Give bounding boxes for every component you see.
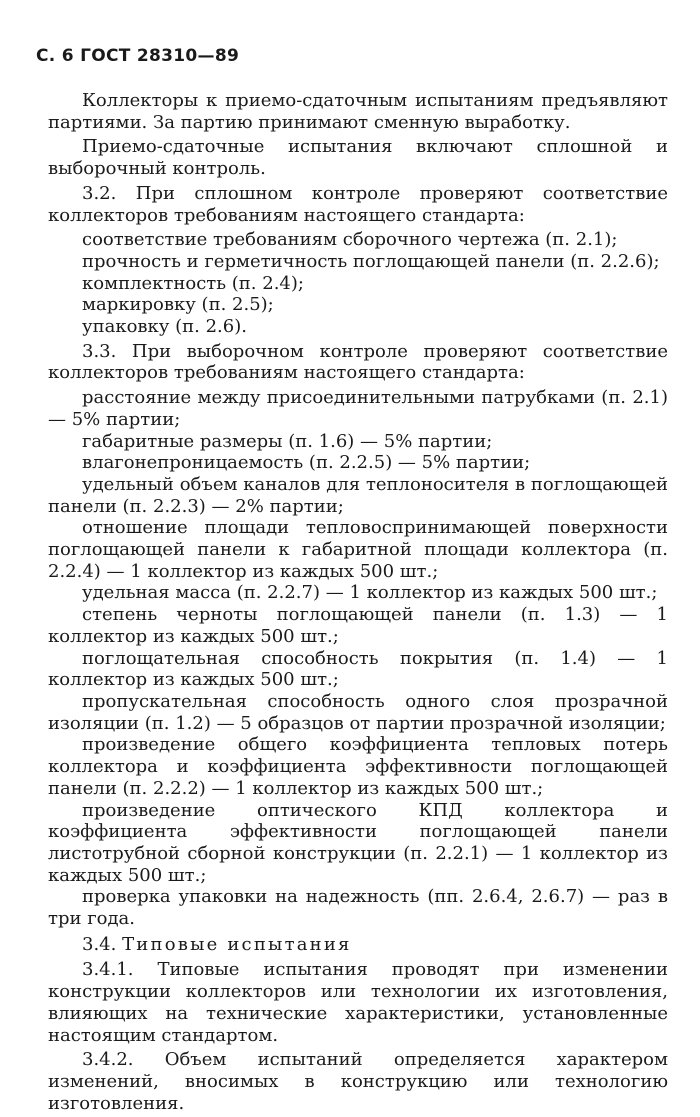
s33-item: пропускательная способность одного слоя прозрачной изоляции (п. 1.2) — 5 образцов от партии прозрачной изоляции;: [48, 690, 668, 734]
s33-item: удельная масса (п. 2.2.7) — 1 коллектор из каждых 500 шт.;: [82, 582, 658, 604]
s33-item: степень черноты поглощающей панели (п. 1.3) — 1 коллектор из каждых 500 шт.;: [48, 604, 668, 647]
section-3-4-2-text: 3.4.2. Объем испытаний определяется характером изменений, вносимых в конструкцию или технологию изготовления.: [48, 1049, 668, 1114]
page-header: С. 6 ГОСТ 28310—89: [36, 46, 240, 66]
s33-item: влагонепроницаемость (п. 2.2.5) — 5% партии;: [82, 452, 531, 474]
section-3-2-text: 3.2. При сплошном контроле проверяют соответствие коллекторов требованиям настоящего стандарта:: [48, 182, 668, 226]
s32-item: маркировку (п. 2.5);: [82, 294, 274, 316]
s33-item: проверка упаковки на надежность (пп. 2.6.4, 2.6.7) — раз в три года.: [48, 886, 668, 930]
intro-paragraph-1: Коллекторы к приемо-сдаточным испытаниям предъявляют партиями. За партию принимают сменную выработку.: [48, 90, 668, 133]
section-3-4-title: Типовые испытания: [122, 933, 352, 955]
s33-item: произведение общего коэффициента тепловых потерь коллектора и коэффициента эффективности поглощающей панели (п. 2.2.2) — 1 коллектор из каждых 500 шт.;: [48, 734, 668, 799]
s33-item: произведение оптического КПД коллектора и коэффициента эффективности поглощающей панели листотрубной сборной конструкции (п. 2.2.1) — 1 коллектор из каждых 500 шт.;: [48, 799, 668, 886]
s32-item: прочность и герметичность поглощающей панели (п. 2.2.6);: [82, 250, 660, 272]
section-3-3-text: 3.3. При выборочном контроле проверяют соответствие коллекторов требованиям настоящего стандарта:: [48, 340, 668, 384]
s32-item: соответствие требованиям сборочного чертежа (п. 2.1);: [82, 229, 618, 251]
document-body: [48, 90, 668, 1117]
s33-item: поглощательная способность покрытия (п. 1.4) — 1 коллектор из каждых 500 шт.;: [48, 647, 668, 691]
s32-item: упаковку (п. 2.6).: [82, 316, 247, 338]
section-3-4-heading: [48, 934, 668, 956]
section-3-4-number: 3.4.: [82, 933, 117, 955]
s32-item: комплектность (п. 2.4);: [82, 272, 304, 294]
s33-item: габаритные размеры (п. 1.6) — 5% партии;: [82, 430, 493, 452]
intro-paragraph-2: Приемо-сдаточные испытания включают сплошной и выборочный контроль.: [48, 136, 668, 180]
section-3-4-1-text: 3.4.1. Типовые испытания проводят при изменении конструкции коллекторов или технологии их изготовления, влияющих на технические характеристики, установленные настоящим стандартом.: [48, 959, 668, 1046]
s33-item: отношение площади тепловоспринимающей поверхности поглощающей панели к габаритной площади коллектора (п. 2.2.4) — 1 коллектор из каждых 500 шт.;: [48, 517, 668, 582]
s33-item: расстояние между присоединительными патрубками (п. 2.1) — 5% партии;: [48, 387, 668, 430]
s33-item: удельный объем каналов для теплоносителя в поглощающей панели (п. 2.2.3) — 2% партии;: [48, 473, 668, 517]
